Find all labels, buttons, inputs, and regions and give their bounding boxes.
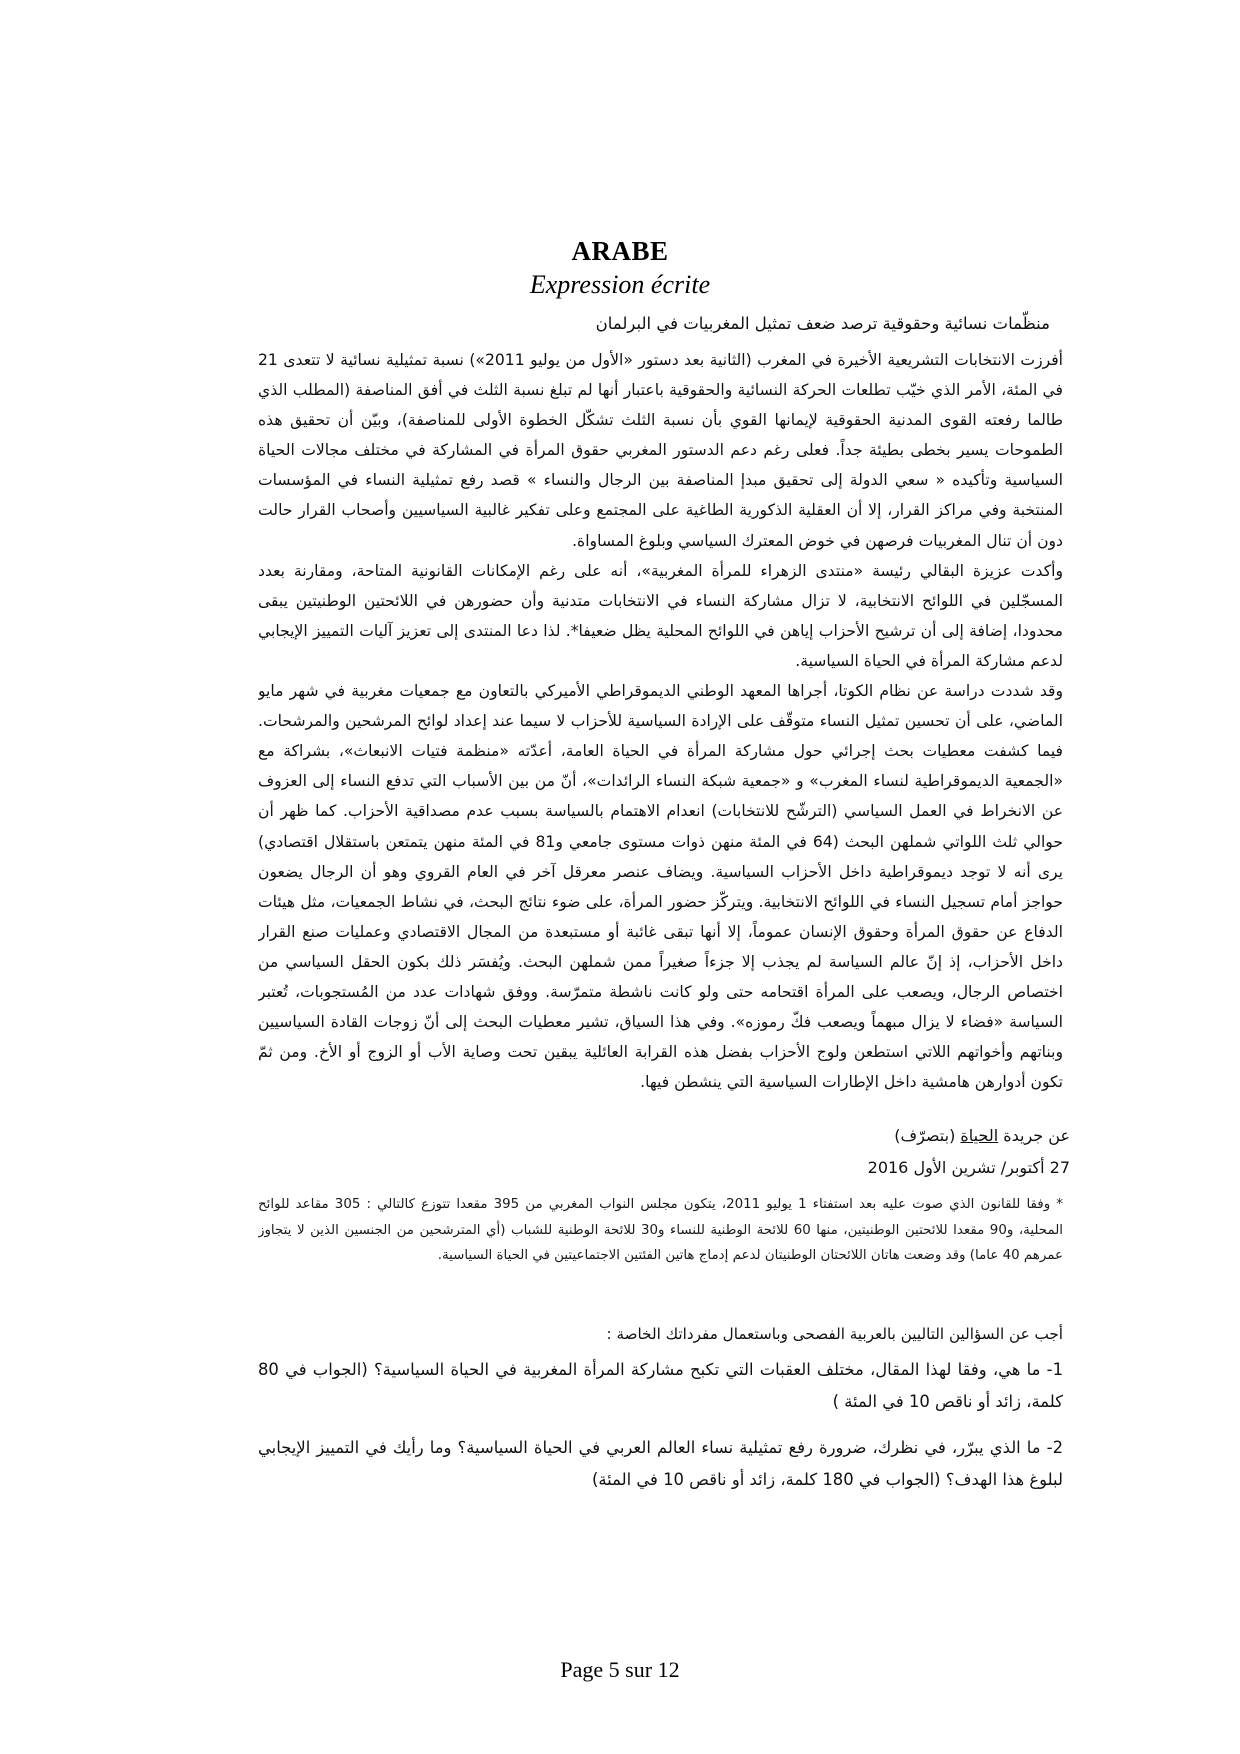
source-note: (بتصرّف) xyxy=(894,1126,956,1145)
article-title: منظّمات نسائية وحقوقية ترصد ضعف تمثيل المغربيات في البرلمان xyxy=(595,314,1050,333)
instructions-intro: أجب عن السؤالين التاليين بالعربية الفصحى وباستعمال مفرداتك الخاصة : xyxy=(606,1325,1063,1343)
article-paragraph: أفرزت الانتخابات التشريعية الأخيرة في المغرب (الثانية بعد دستور «الأول من يوليو 2011») نسبة تمثيلية نسائية لا تتعدى 21 في المئة، الأمر الذي خيّب تطلعات الحركة النسائية والحقوقية باعتبار أنها لم تبلغ نسبة الثلث في أفق المناصفة (المطلب الذي طالما رفعته القوى المدنية الحقوقية لإيمانها القوي بأن نسبة الثلث تشكّل الخطوة الأولى للمناصفة)، وبيّن أن تحقيق هذه الطموحات يسير بخطى بطيئة جداً. فعلى رغم دعم الدستور المغربي حقوق المرأة في المشاركة في مختلف مجالات الحياة السياسية وتأكيده « سعي الدولة إلى تحقيق مبدإ المناصفة بين الرجال والنساء » قصد رفع تمثيلية النساء في المؤسسات المنتخبة وفي مراكز القرار، إلا أن العقلية الذكورية الطاغية على المجتمع وعلى تفكير غالبية السياسيين وأصحاب القرار حالت دون أن تنال المغربيات فرصهن في خوض المعترك السياسي وبلوغ المساواة. xyxy=(258,351,1063,550)
source-prefix: عن جريدة xyxy=(1003,1126,1070,1145)
article-paragraph: وأكدت عزيزة البقالي رئيسة «منتدى الزهراء للمرأة المغربية»، أنه على رغم الإمكانات القانونية المتاحة، ومقارنة بعدد المسجّلين في اللوائح الانتخابية، لا تزال مشاركة النساء في الانتخابات متدنية وأن حضورهن في اللائحتين الوطنيتين يبقى محدودا، إضافة إلى أن ترشيح الأحزاب إياهن في اللوائح المحلية يظل ضعيفا*. لذا دعا المنتدى إلى تعزيز آليات التمييز الإيجابي لدعم مشاركة المرأة في الحياة السياسية. xyxy=(258,561,1063,670)
article-paragraph: وقد شددت دراسة عن نظام الكوتا، أجراها المعهد الوطني الديموقراطي الأميركي بالتعاون مع جمعيات مغربية في شهر مايو الماضي، على أن تحسين تمثيل النساء متوقّف على الإرادة السياسية للأحزاب لا سيما عند إعداد لوائح المرشحين والمرشحات. فيما كشفت معطيات بحث إجرائي حول مشاركة المرأة في الحياة العامة، أعدّته «منظمة فتيات الانبعاث»، بشراكة مع «الجمعية الديموقراطية لنساء المغرب» و «جمعية شبكة النساء الرائدات»، أنّ من بين الأسباب التي تدفع النساء إلى العزوف عن الانخراط في العمل السياسي (الترشّح للانتخابات) انعدام الاهتمام بالسياسة بسبب عدم مصداقية الأحزاب. كما ظهر أن حوالي ثلث اللواتي شملهن البحث (64 في المئة منهن ذوات مستوى جامعي و81 في المئة منهن يتمتعن باستقلال اقتصادي) يرى أنه لا توجد ديموقراطية داخل الأحزاب السياسية. ويضاف عنصر معرقل آخر في العام القروي وهو أن الرجال يضعون حواجز أمام تسجيل النساء في اللوائح الانتخابية. ويتركّز حضور المرأة، على ضوء نتائج البحث، في نشاط الجمعيات، مثل هيئات الدفاع عن حقوق المرأة وحقوق الإنسان عموماً، إلا أنها تبقى غائبة أو مستبعدة من المجال الاقتصادي وعمليات صنع القرار داخل الأحزاب، إذ إنّ عالم السياسة لم يجذب إلا جزءاً صغيراً ممن شملهن البحث. ويُفسَر ذلك بكون الحقل السياسي من اختصاص الرجال، ويصعب على المرأة اقتحامه حتى ولو كانت ناشطة متمرّسة. ووفق شهادات عدد من المُستجوبات، تُعتبر السياسة «فضاء لا يزال مبهماً ويصعب فكّ رموزه». وفي هذا السياق، تشير معطيات البحث إلى أنّ زوجات القادة السياسيين وبناتهم وأخواتهم اللاتي استطعن ولوج الأحزاب بفضل هذه القرابة العائلية يبقين تحت وصاية الأب أو الزوج أو الأخ. ومن ثمّ تكون أدوارهن هامشية داخل الإطارات السياسية التي ينشطن فيها. xyxy=(258,682,1063,1092)
question-1: 1- ما هي، وفقا لهذا المقال، مختلف العقبات التي تكبح مشاركة المرأة المغربية في الحياة السياسية؟ (الجواب في 80 كلمة، زائد أو ناقص 10 في المئة ) xyxy=(258,1360,1063,1411)
newspaper-name: الحياة xyxy=(960,1126,999,1145)
question-2: 2- ما الذي يبرّر، في نظرك، ضرورة رفع تمثيلية نساء العالم العربي في الحياة السياسية؟ وما رأيك في التمييز الإيجابي لبلوغ هذا الهدف؟ (الجواب في 180 كلمة، زائد أو ناقص 10 في المئة) xyxy=(258,1438,1063,1489)
source-date: 27 أكتوبر/ تشرين الأول 2016 xyxy=(867,1158,1070,1177)
article-source xyxy=(700,1120,1070,1184)
page-number: Page 5 sur 12 xyxy=(560,1657,680,1682)
footnote: * وفقا للقانون الذي صوت عليه بعد استفتاء 1 يوليو 2011، يتكون مجلس النواب المغربي من 395 مقعدا تتوزع كالتالي : 305 مقاعد للوائح المحلية، و90 مقعدا للائحتين الوطنيتين، منها 60 للائحة الوطنية للنساء و30 للائحة الوطنية للشباب (أي المترشحين من الجنسين الذين لا يتجاوز عمرهم 40 عاما) وقد وضعت هاتان اللائحتان الوطنيتان لدعم إدماج هاتين الفئتين الاجتماعيتين في الحياة السياسية. xyxy=(258,1197,1063,1264)
exercise-subheading: Expression écrite xyxy=(529,270,711,299)
subject-heading: ARABE xyxy=(571,236,669,266)
source-line xyxy=(700,1120,1070,1152)
article-body xyxy=(258,345,1063,1185)
questions-section xyxy=(258,1320,1063,1530)
